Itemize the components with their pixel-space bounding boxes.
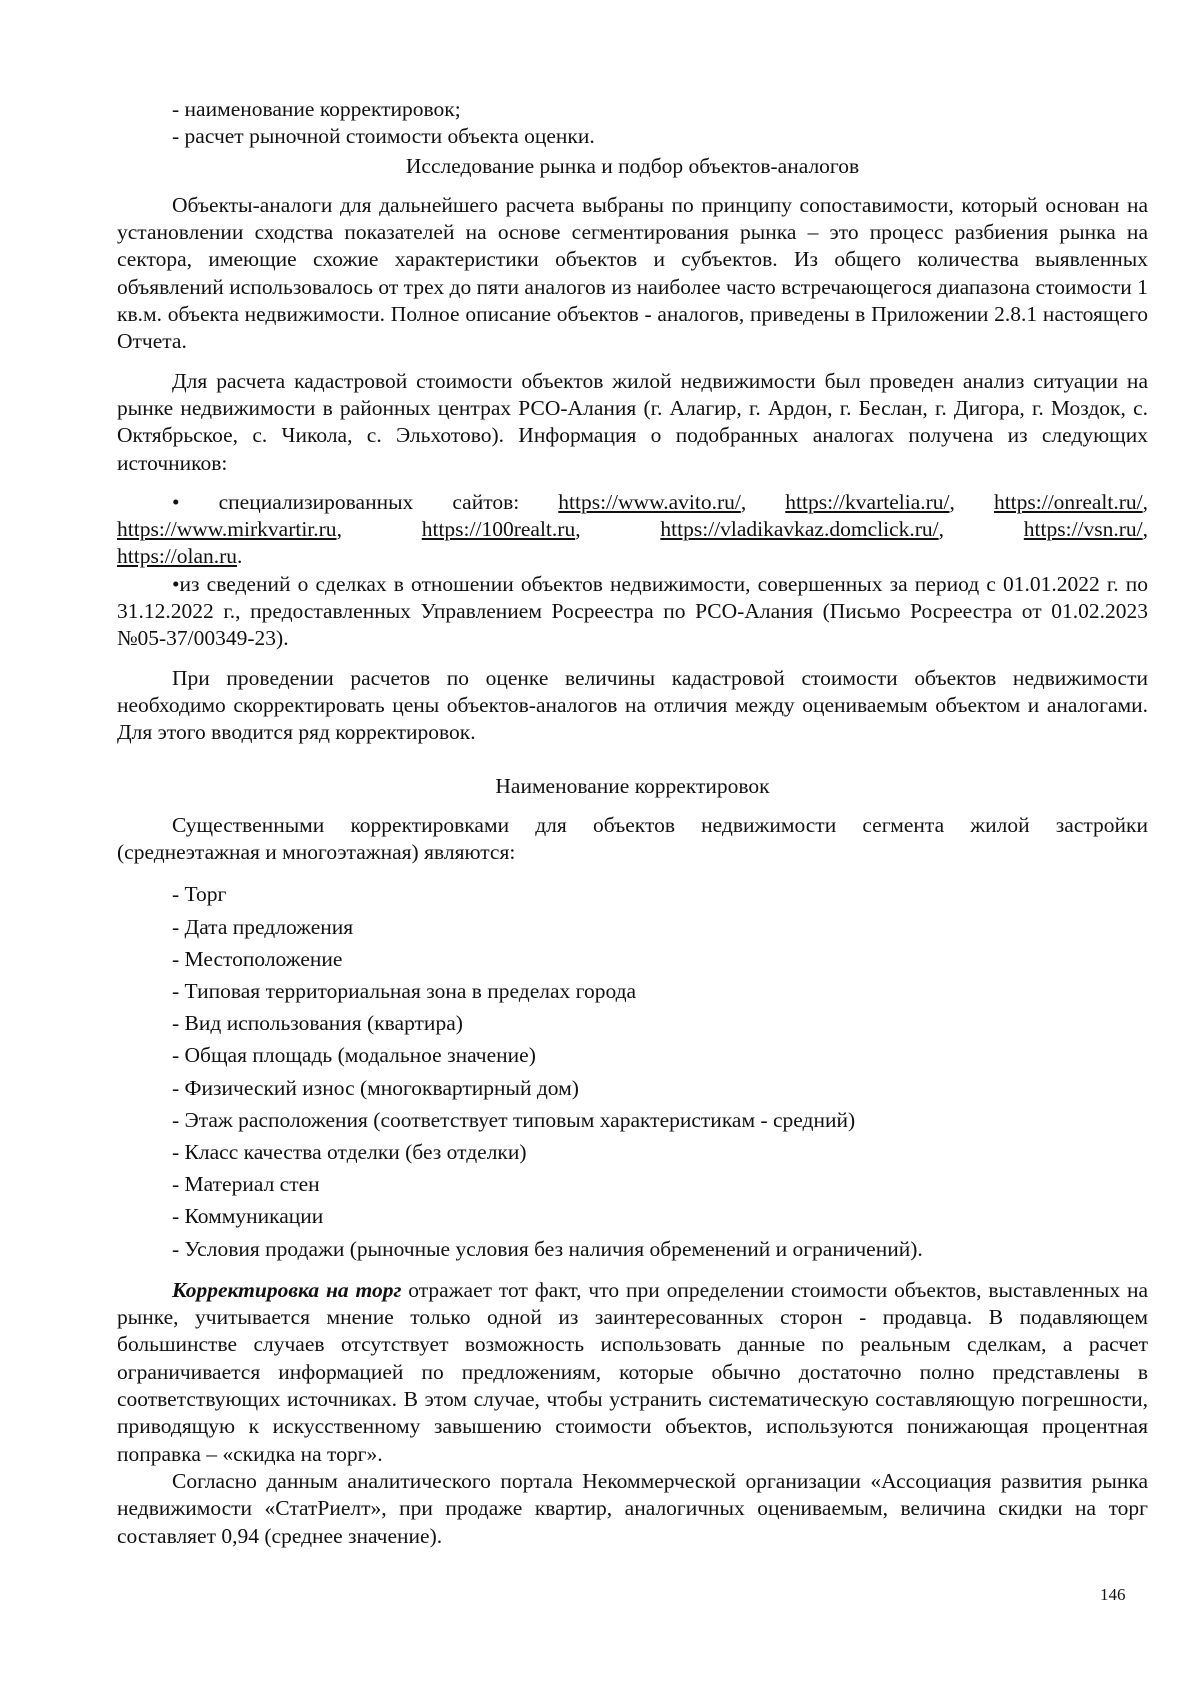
paragraph-analogs: Объекты-аналоги для дальнейшего расчета выбраны по принципу сопоставимости, который основан на установлении сходства показателей на основе сегментирования рынка – это процесс разбиения рынка на сектора, имеющие схожие характеристики объектов и субъектов. Из общего количества выявленных объявлений использовалось от трех до пяти аналогов из наиболее часто встречающегося диапазона стоимости 1 кв.м. объекта недвижимости. Полное описание объектов - аналогов, приведены в Приложении 2.8.1 настоящего Отчета.	[117, 192, 1148, 354]
list-item: - Физический износ (многоквартирный дом)	[172, 1075, 579, 1100]
list-item: - Класс качества отделки (без отделки)	[172, 1140, 527, 1165]
separator: ,	[949, 489, 955, 514]
paragraph-statrielt: Согласно данным аналитического портала Некоммерческой организации «Ассоциация развития рынка недвижимости «СтатРиелт», при продаже квартир, аналогичных оцениваемым, величина скидки на торг составляет 0,94 (среднее значение).	[117, 1468, 1148, 1548]
separator: ,	[336, 517, 342, 542]
section-heading-market: Исследование рынка и подбор объектов-аналогов	[405, 153, 860, 178]
paragraph-bargain	[117, 1277, 1148, 1468]
page-number: 146	[1100, 1585, 1126, 1604]
separator: ,	[740, 489, 747, 514]
sources-item-text: из сведений о сделках в отношении объектов недвижимости, совершенных за период с 01.01.2022 г. по 31.12.2022 г., предоставленных Управлением Росреестра по РСО-Алания (Письмо Росреестра от 01.02.2023 №05-37/00349-23).	[117, 571, 1148, 651]
bullet: •	[172, 489, 180, 514]
list-item: - Торг	[172, 882, 227, 907]
link-kvartelia[interactable]: https://kvartelia.ru/	[785, 489, 950, 514]
list-item: - Вид использования (квартира)	[172, 1011, 463, 1036]
list-item: - Общая площадь (модальное значение)	[172, 1043, 536, 1068]
paragraph-adjust-need: При проведении расчетов по оценке величины кадастровой стоимости объектов недвижимости необходимо скорректировать цены объектов-аналогов на отличия между оцениваемым объектом и аналогами. Для этого вводится ряд корректировок.	[117, 665, 1148, 745]
document-page	[117, 96, 1148, 1550]
separator: ,	[575, 517, 581, 542]
list-item: - Материал стен	[172, 1172, 320, 1197]
list-item: - Типовая территориальная зона в пределах города	[172, 979, 637, 1004]
sources-line-1	[117, 489, 1148, 516]
list-item: - Дата предложения	[172, 914, 354, 939]
sources-item-rosreestr	[117, 571, 1148, 653]
list-item: - Местоположение	[172, 946, 343, 971]
intro-line: - наименование корректировок;	[172, 97, 461, 121]
paragraph-cadastral: Для расчета кадастровой стоимости объектов жилой недвижимости был проведен анализ ситуации на рынке недвижимости в районных центрах РСО-Алания (г. Алагир, г. Ардон, г. Беслан, г. Дигора, г. Моздок, с. Октябрьское, с. Чикола, с. Эльхотово). Информация о подобранных аналогах получена из следующих источников:	[117, 368, 1148, 475]
link-vsn[interactable]: https://vsn.ru/	[1023, 517, 1143, 542]
separator: .	[237, 544, 243, 569]
separator: ,	[938, 517, 944, 542]
sources-intro: специализированных сайтов:	[218, 489, 520, 514]
link-domclick[interactable]: https://vladikavkaz.domclick.ru/	[660, 517, 939, 542]
list-item: - Этаж расположения (соответствует типовым характеристикам - средний)	[172, 1107, 856, 1132]
separator: ,	[1142, 489, 1149, 514]
intro-line: - расчет рыночной стоимости объекта оценки.	[172, 124, 595, 149]
sources-line-2	[117, 516, 1148, 543]
list-item: - Коммуникации	[172, 1204, 324, 1229]
bargain-text: отражает тот факт, что при определении стоимости объектов, выставленных на рынке, учитывается мнение только одной из заинтересованных сторон - продавца. В подавляющем большинстве случаев отсутствует возможность использовать данные по реальным сделкам, а расчет ограничивается информацией по предложениям, которые обычно достаточно полно представлены в соответствующих источниках. В этом случае, чтобы устранить систематическую составляющую погрешности, приводящую к искусственному завышению стоимости объектов, используются понижающая процентная поправка – «скидка на торг».	[117, 1277, 1148, 1466]
bargain-term: Корректировка на торг	[172, 1277, 402, 1302]
sources-line-3	[117, 543, 1148, 570]
link-olan[interactable]: https://olan.ru	[117, 544, 238, 569]
link-onrealt[interactable]: https://onrealt.ru/	[993, 489, 1143, 514]
link-mirkvartir[interactable]: https://www.mirkvartir.ru	[117, 517, 337, 542]
link-avito[interactable]: https://www.avito.ru/	[558, 489, 741, 514]
adjustments-list	[117, 878, 1148, 1264]
bullet: •	[172, 571, 180, 596]
paragraph-adjust-intro: Существенными корректировками для объектов недвижимости сегмента жилой застройки (среднеэтажная и многоэтажная) являются:	[117, 812, 1148, 865]
separator: ,	[1142, 517, 1149, 542]
section-heading-adjustments: Наименование корректировок	[495, 773, 770, 798]
link-100realt[interactable]: https://100realt.ru	[421, 517, 576, 542]
list-item: - Условия продажи (рыночные условия без наличия обременений и ограничений).	[172, 1236, 923, 1261]
